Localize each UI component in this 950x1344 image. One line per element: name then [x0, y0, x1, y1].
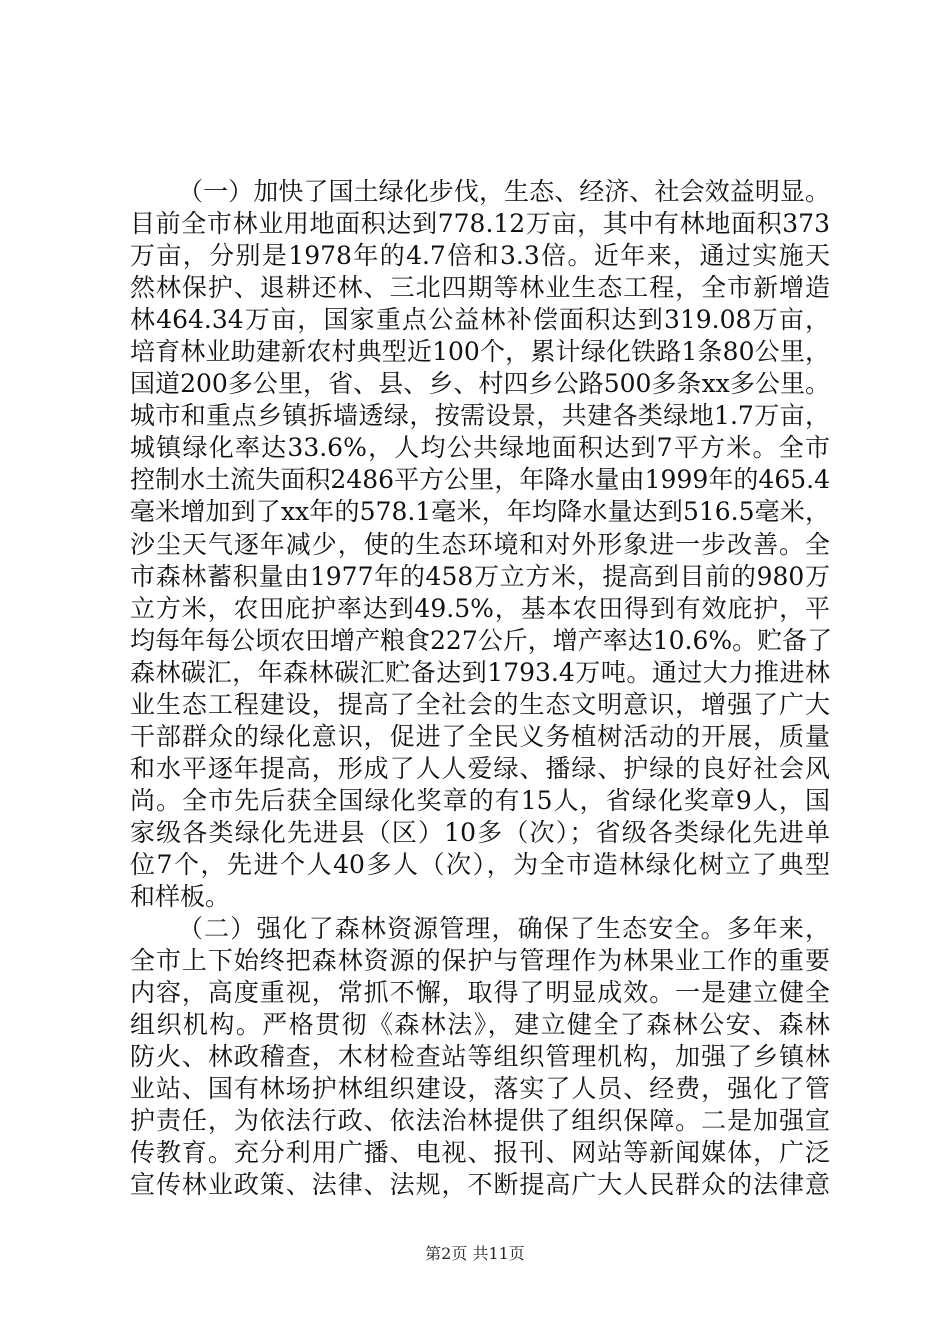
- text-line: 尚。全市先后获全国绿化奖章的有15人，省绿化奖章9人，国: [130, 785, 830, 815]
- text-line: 和水平逐年提高，形成了人人爱绿、播绿、护绿的良好社会风: [130, 753, 830, 783]
- document-body: [130, 176, 833, 1202]
- text-line: 宣传林业政策、法律、法规，不断提高广大人民群众的法律意: [130, 1170, 830, 1200]
- text-line: 目前全市林业用地面积达到778.12万亩，其中有林地面积373: [130, 209, 830, 239]
- text-line: 沙尘天气逐年减少，使的生态环境和对外形象进一步改善。全: [130, 529, 830, 559]
- text-line: 家级各类绿化先进县（区）10多（次）；省级各类绿化先进单: [130, 817, 830, 847]
- text-line: 毫米增加到了xx年的578.1毫米，年均降水量达到516.5毫米，: [130, 497, 830, 527]
- text-line: 森林碳汇，年森林碳汇贮备达到1793.4万吨。通过大力推进林: [130, 657, 830, 687]
- paragraph-1: [130, 176, 833, 913]
- text-line: 城镇绿化率达33.6%，人均公共绿地面积达到7平方米。全市: [130, 433, 830, 463]
- text-line: 然林保护、退耕还林、三北四期等林业生态工程，全市新增造: [130, 273, 830, 303]
- paragraph-2: [130, 913, 830, 1201]
- text-line: 控制水土流失面积2486平方公里，年降水量由1999年的465.4: [130, 465, 830, 495]
- text-line: 内容，高度重视，常抓不懈，取得了明显成效。一是建立健全: [130, 978, 830, 1008]
- text-line: 城市和重点乡镇拆墙透绿，按需设景，共建各类绿地1.7万亩，: [130, 401, 830, 431]
- page-number-label: 第2页 共11页: [425, 1244, 525, 1263]
- text-line: 组织机构。严格贯彻《森林法》，建立健全了森林公安、森林: [130, 1010, 830, 1040]
- text-line: 培育林业助建新农村典型近100个，累计绿化铁路1条80公里，: [130, 337, 830, 367]
- page-footer: [0, 1244, 950, 1264]
- text-line: 业生态工程建设，提高了全社会的生态文明意识，增强了广大: [130, 689, 830, 719]
- text-line: 干部群众的绿化意识，促进了全民义务植树活动的开展，质量: [130, 721, 830, 751]
- text-line: 传教育。充分利用广播、电视、报刊、网站等新闻媒体，广泛: [130, 1138, 830, 1168]
- text-line: 护责任，为依法行政、依法治林提供了组织保障。二是加强宣: [130, 1106, 830, 1136]
- text-line: 万亩，分别是1978年的4.7倍和3.3倍。近年来，通过实施天: [130, 241, 830, 271]
- text-line: 立方米，农田庇护率达到49.5%，基本农田得到有效庇护，平: [130, 593, 830, 623]
- text-line: 国道200多公里，省、县、乡、村四乡公路500多条xx多公里。: [130, 369, 830, 399]
- text-line: 和样板。: [130, 882, 231, 912]
- text-line: 业站、国有林场护林组织建设，落实了人员、经费，强化了管: [130, 1074, 830, 1104]
- text-line: （一）加快了国土绿化步伐，生态、经济、社会效益明显。: [178, 177, 830, 206]
- text-line: 市森林蓄积量由1977年的458万立方米，提高到目前的980万: [130, 561, 830, 591]
- text-line: 全市上下始终把森林资源的保护与管理作为林果业工作的重要: [130, 946, 830, 976]
- text-line: （二）强化了森林资源管理，确保了生态安全。多年来，: [178, 914, 830, 944]
- text-line: 均每年每公顷农田增产粮食227公斤，增产率达10.6%。贮备了: [130, 625, 833, 655]
- text-line: 位7个，先进个人40多人（次），为全市造林绿化树立了典型: [130, 849, 830, 879]
- text-line: 防火、林政稽查，木材检查站等组织管理机构，加强了乡镇林: [130, 1042, 830, 1072]
- text-line: 林464.34万亩，国家重点公益林补偿面积达到319.08万亩，: [130, 305, 830, 335]
